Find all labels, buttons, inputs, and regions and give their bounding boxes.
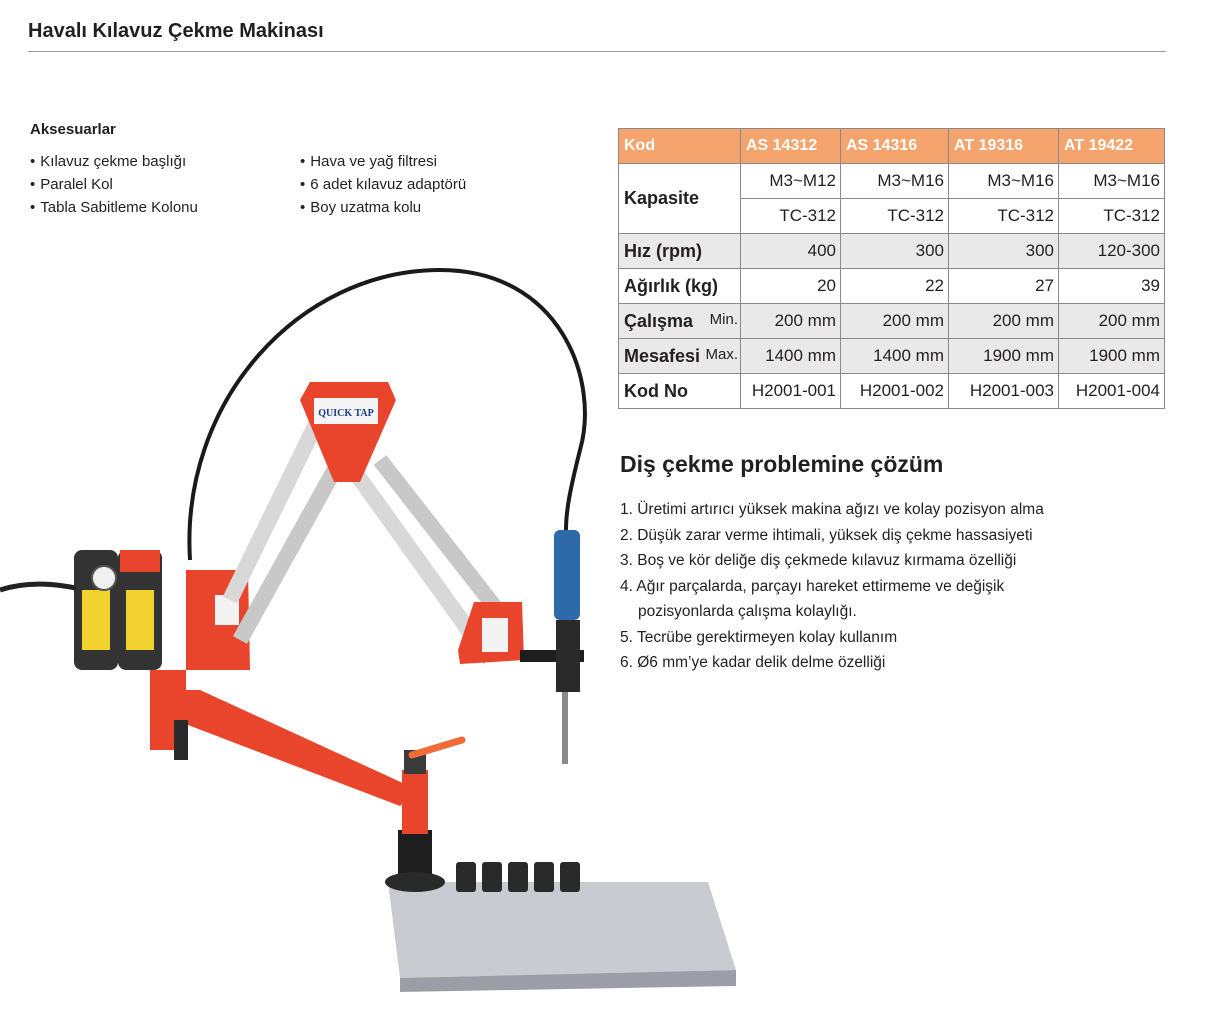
row-label-text: Çalışma [624, 310, 694, 331]
list-item: • Hava ve yağ filtresi [300, 150, 466, 173]
table-cell: 120-300 [1059, 234, 1165, 269]
list-item: • 6 adet kılavuz adaptörü [300, 173, 466, 196]
page-title: Havalı Kılavuz Çekme Makinası [28, 20, 324, 42]
row-sublabel: Max. [705, 345, 738, 363]
table-cell: M3~M16 [1059, 164, 1165, 199]
header-cell: AT 19422 [1059, 129, 1165, 164]
table-row [619, 164, 1165, 199]
work-table [388, 882, 736, 978]
row-sublabel: Min. [709, 310, 738, 328]
table-cell: 200 mm [949, 304, 1059, 339]
table-cell: TC-312 [741, 199, 841, 234]
air-filter-regulator [74, 550, 162, 670]
table-cell: H2001-004 [1059, 374, 1165, 409]
table-cell: 22 [841, 269, 949, 304]
lock-handle [412, 740, 462, 755]
lower-arm [160, 690, 418, 806]
list-item: • Tabla Sabitleme Kolonu [30, 196, 198, 219]
tap-drill-bit [562, 692, 568, 764]
row-label: Kapasite [619, 164, 741, 234]
table-cell: TC-312 [1059, 199, 1165, 234]
accessories-list-left [30, 150, 198, 219]
accessories-heading: Aksesuarlar [30, 121, 116, 138]
table-cell: 27 [949, 269, 1059, 304]
table-cell: 20 [741, 269, 841, 304]
header-cell: AT 19316 [949, 129, 1059, 164]
table-cell: 1400 mm [841, 339, 949, 374]
table-cell: 400 [741, 234, 841, 269]
row-label: Kod No [619, 374, 741, 409]
list-item: 6. Ø6 mm’ye kadar delik delme özelliği [620, 654, 886, 671]
table-cell: 300 [949, 234, 1059, 269]
list-item: 2. Düşük zarar verme ihtimali, yüksek diş çekme hassasiyeti [620, 526, 1033, 544]
table-cell: M3~M12 [741, 164, 841, 199]
table-header-row [619, 129, 1165, 164]
table-cell: M3~M16 [949, 164, 1059, 199]
list-item: • Boy uzatma kolu [300, 196, 466, 219]
column [402, 770, 428, 834]
table-cell: TC-312 [841, 199, 949, 234]
list-item: 5. Tecrübe gerektirmeyen kolay kullanım [620, 628, 898, 646]
air-hose-inlet [0, 584, 76, 590]
table-cell: 200 mm [841, 304, 949, 339]
table-cell: 39 [1059, 269, 1165, 304]
accessories-list-right [300, 150, 466, 219]
table-cell: 200 mm [1059, 304, 1165, 339]
row-label-text: Mesafesi [624, 345, 701, 366]
table-cell: 1400 mm [741, 339, 841, 374]
table-cell: 1900 mm [1059, 339, 1165, 374]
list-item: pozisyonlarda çalışma kolaylığı. [638, 603, 857, 620]
solution-title: Diş çekme problemine çözüm [620, 451, 944, 477]
list-item: 3. Boş ve kör deliğe diş çekmede kılavuz kırmama özelliği [620, 552, 1017, 569]
logo-text: QUICK TAP [318, 408, 374, 419]
row-label: Hız (rpm) [619, 234, 741, 269]
list-item: 1. Üretimi artırıcı yüksek makina ağızı ve kolay pozisyon alma [620, 501, 1044, 518]
table-cell: 200 mm [741, 304, 841, 339]
table-cell: M3~M16 [841, 164, 949, 199]
table-cell: 300 [841, 234, 949, 269]
row-label: Ağırlık (kg) [619, 269, 741, 304]
header-cell: Kod [619, 129, 741, 164]
table-cell: H2001-003 [949, 374, 1059, 409]
tap-adaptors [456, 862, 580, 892]
tapping-machine-image [0, 250, 760, 1000]
title-divider [28, 51, 1166, 52]
list-item: 4. Ağır parçalarda, parçayı hareket ettirmeme ve değişik [620, 577, 1005, 595]
header-cell: AS 14316 [841, 129, 949, 164]
table-cell: H2001-001 [741, 374, 841, 409]
table-cell: 1900 mm [949, 339, 1059, 374]
tapping-motor [554, 530, 580, 620]
table-cell: H2001-002 [841, 374, 949, 409]
list-item: • Paralel Kol [30, 173, 198, 196]
list-item: • Kılavuz çekme başlığı [30, 150, 198, 173]
header-cell: AS 14312 [741, 129, 841, 164]
table-cell: TC-312 [949, 199, 1059, 234]
